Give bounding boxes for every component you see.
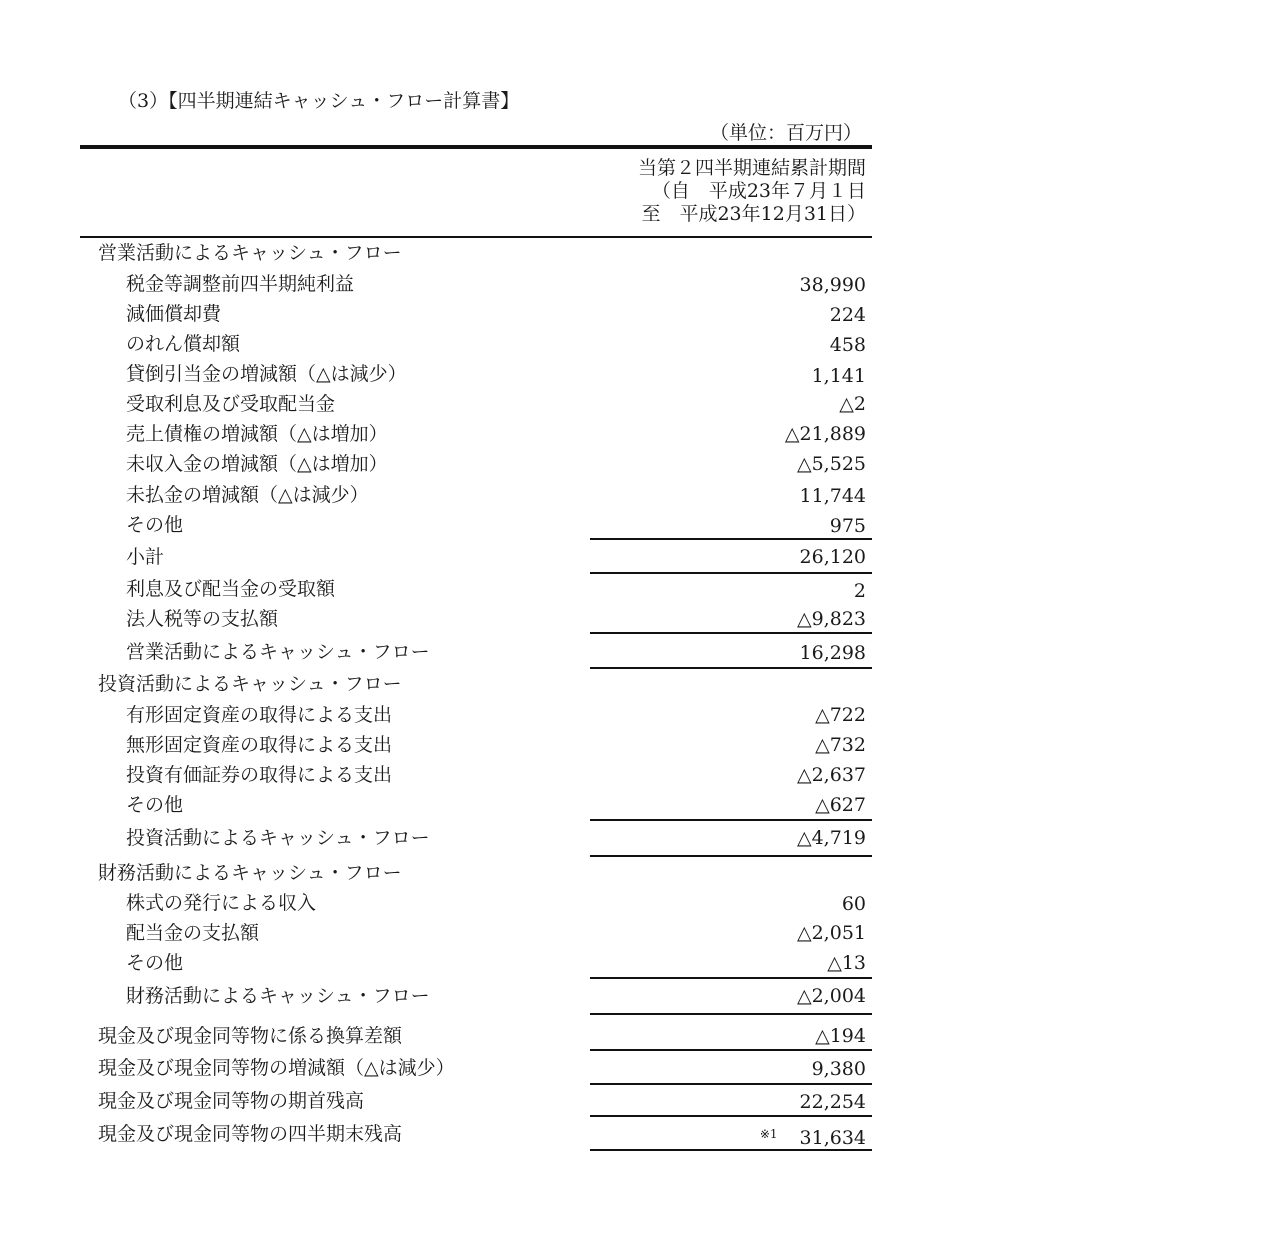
- opening-balance-value: 22,254: [799, 1091, 866, 1113]
- period-header: [590, 157, 866, 226]
- header-bottom-rule: [80, 236, 872, 238]
- period-header-line3: 至 平成23年12月31日）: [641, 203, 866, 225]
- subtotal-rule: [590, 538, 872, 540]
- row-label: 配当金の支払額: [126, 922, 260, 944]
- total-rule: [590, 1013, 872, 1015]
- row-value: 60: [841, 893, 866, 915]
- total-label-operating: 営業活動によるキャッシュ・フロー: [126, 641, 430, 663]
- closing-balance-cell: [590, 1123, 866, 1149]
- total-label-financing: 財務活動によるキャッシュ・フロー: [126, 985, 430, 1007]
- row-value: △21,889: [784, 423, 866, 445]
- total-rule: [590, 667, 872, 669]
- row-label: 減価償却費: [126, 303, 222, 325]
- total-value-financing: △2,004: [796, 985, 866, 1007]
- row-value: 1,141: [811, 365, 866, 387]
- row-value: 458: [829, 334, 866, 356]
- row-label: のれん償却額: [126, 333, 241, 355]
- statement-title: （3）【四半期連結キャッシュ・フロー計算書】: [118, 90, 520, 112]
- total-rule: [590, 977, 872, 979]
- row-label: 未収入金の増減額（△は増加）: [126, 453, 388, 475]
- total-value-operating: 16,298: [799, 642, 866, 664]
- row-value: △13: [827, 952, 866, 974]
- summary-rule: [590, 1049, 872, 1051]
- section-heading-financing: 財務活動によるキャッシュ・フロー: [98, 862, 402, 884]
- row-label: 未払金の増減額（△は減少）: [126, 484, 369, 506]
- unit-label: （単位：百万円）: [709, 122, 862, 144]
- net-change-value: 9,380: [811, 1058, 866, 1080]
- row-value: △722: [815, 704, 866, 726]
- subtotal-label: 小計: [126, 546, 165, 568]
- row-value: 975: [829, 515, 866, 537]
- subtotal-value: 26,120: [799, 546, 866, 568]
- header-top-rule: [80, 145, 872, 149]
- row-value: 2: [853, 580, 866, 602]
- closing-balance-value: 31,634: [799, 1127, 866, 1149]
- row-label: 税金等調整前四半期純利益: [126, 273, 355, 295]
- row-label: その他: [126, 952, 184, 974]
- row-label: 法人税等の支払額: [126, 608, 279, 630]
- closing-balance-label: 現金及び現金同等物の四半期末残高: [98, 1123, 403, 1145]
- row-value: △9,823: [796, 608, 866, 630]
- row-value: △5,525: [796, 453, 866, 475]
- row-label: 受取利息及び受取配当金: [126, 393, 336, 415]
- subtotal-rule: [590, 572, 872, 574]
- opening-balance-label: 現金及び現金同等物の期首残高: [98, 1090, 365, 1112]
- row-label: 投資有価証券の取得による支出: [126, 764, 393, 786]
- row-value: △732: [815, 734, 866, 756]
- total-rule: [590, 632, 872, 634]
- net-change-label: 現金及び現金同等物の増減額（△は減少）: [98, 1057, 455, 1079]
- row-label: その他: [126, 794, 184, 816]
- row-label: 売上債権の増減額（△は増加）: [126, 423, 388, 445]
- footnote-marker: ※1: [759, 1127, 778, 1141]
- row-value: 11,744: [799, 485, 866, 507]
- summary-rule: [590, 1115, 872, 1117]
- total-rule: [590, 819, 872, 821]
- period-header-line1: 当第２四半期連結累計期間: [637, 157, 866, 179]
- row-value: △2: [839, 393, 866, 415]
- row-value: △2,637: [796, 764, 866, 786]
- fx-effect-label: 現金及び現金同等物に係る換算差額: [98, 1025, 403, 1047]
- row-label: 有形固定資産の取得による支出: [126, 704, 393, 726]
- section-heading-operating: 営業活動によるキャッシュ・フロー: [98, 242, 402, 264]
- summary-rule: [590, 1149, 872, 1151]
- row-value: △2,051: [796, 922, 866, 944]
- row-label: 無形固定資産の取得による支出: [126, 734, 393, 756]
- total-value-investing: △4,719: [796, 827, 866, 849]
- row-label: 貸倒引当金の増減額（△は減少）: [126, 363, 407, 385]
- period-header-line2: （自 平成23年７月１日: [651, 180, 866, 202]
- total-rule: [590, 855, 872, 857]
- summary-rule: [590, 1083, 872, 1085]
- row-value: 38,990: [799, 274, 866, 296]
- row-value: 224: [829, 304, 866, 326]
- row-label: その他: [126, 514, 184, 536]
- total-label-investing: 投資活動によるキャッシュ・フロー: [126, 827, 430, 849]
- row-value: △627: [815, 794, 866, 816]
- row-label: 利息及び配当金の受取額: [126, 578, 336, 600]
- fx-effect-value: △194: [815, 1025, 866, 1047]
- section-heading-investing: 投資活動によるキャッシュ・フロー: [98, 673, 402, 695]
- row-label: 株式の発行による収入: [126, 892, 317, 914]
